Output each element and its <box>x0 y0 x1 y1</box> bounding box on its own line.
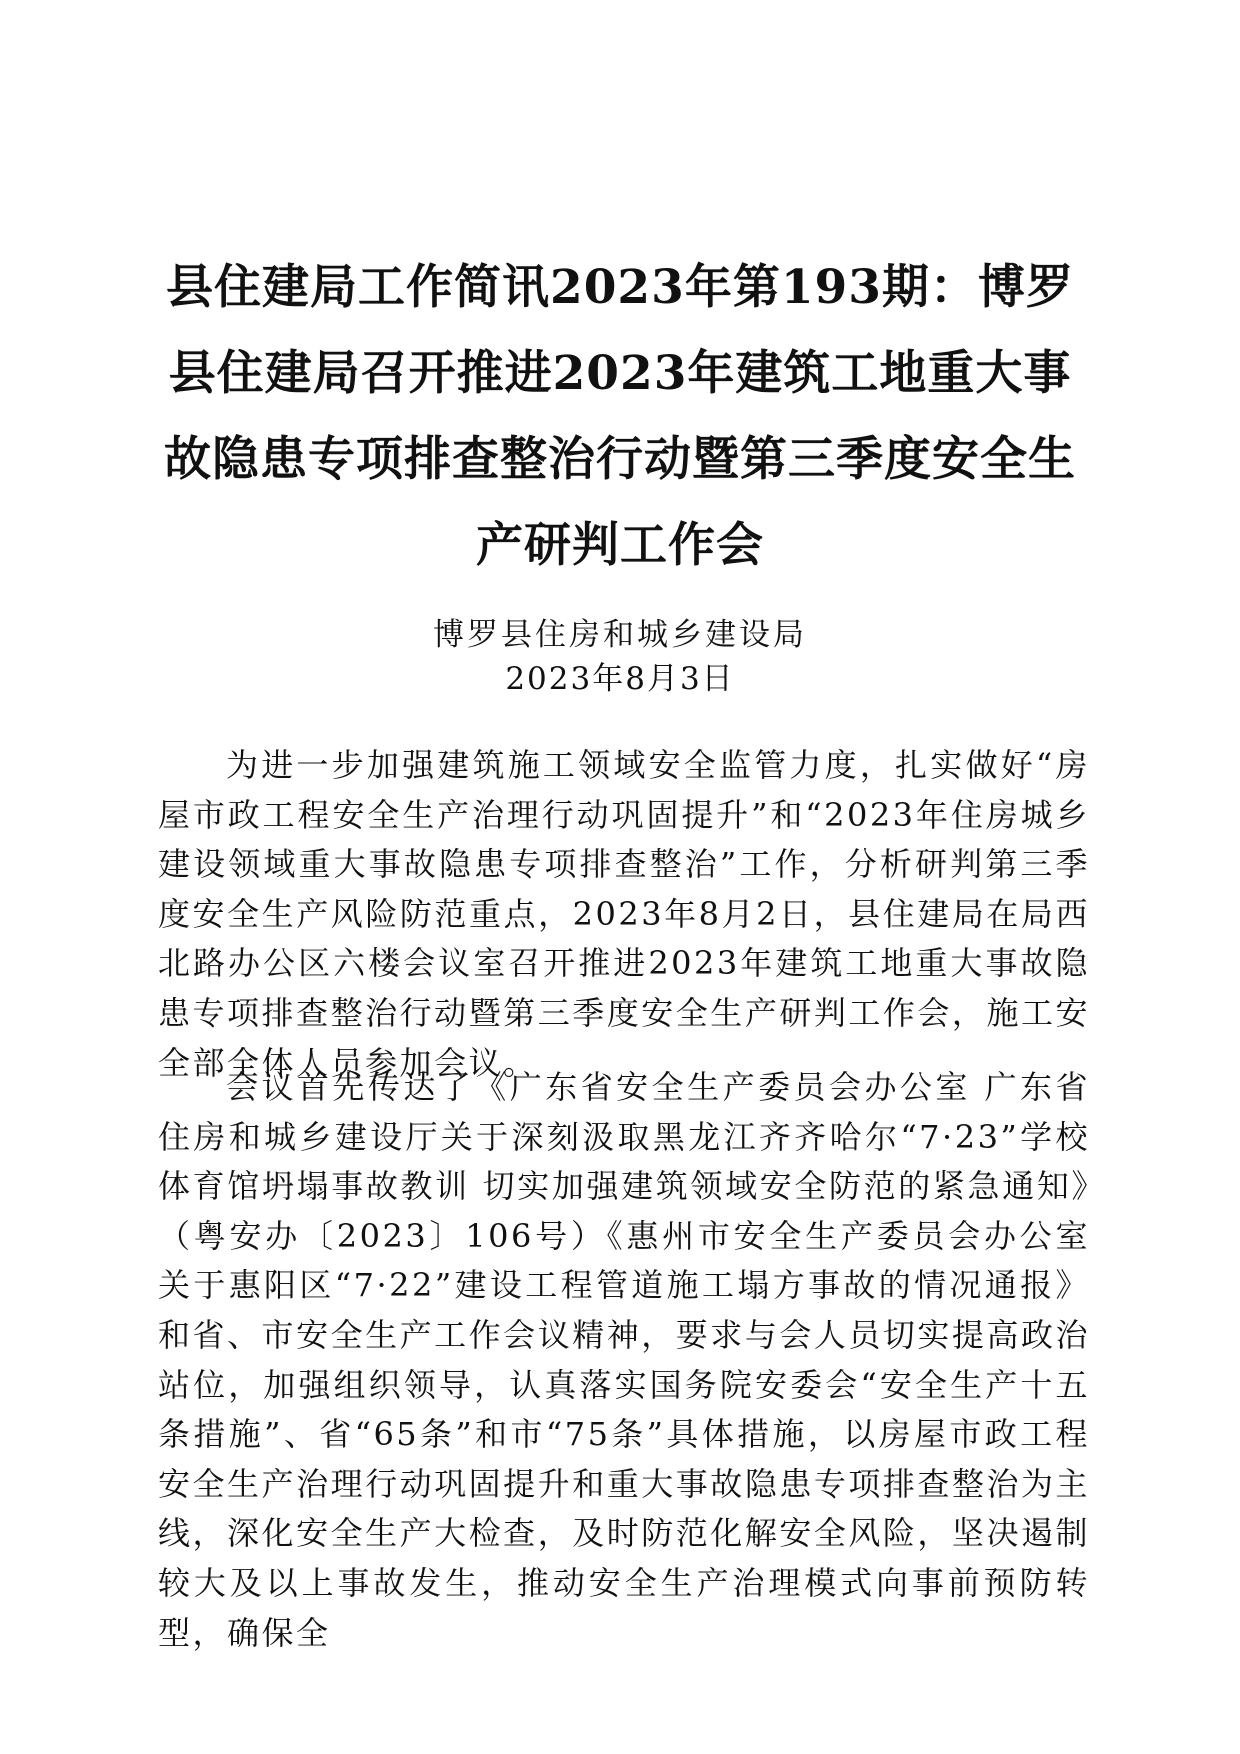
paragraph-2: 会议首先传达了《广东省安全生产委员会办公室 广东省住房和城乡建设厅关于深刻汲取黑龙江齐齐哈尔“7·23”学校体育馆坍塌事故教训 切实加强建筑领域安全防范的紧急通知》（粤安办〔2023〕106号）《惠州市安全生产委员会办公室关于惠阳区“7·22”建设工程管道施工塌方事故的情况通报》和省、市安全生产工作会议精神，要求与会人员切实提高政治站位，加强组织领导，认真落实国务院安委会“安全生产十五条措施”、省“65条”和市“75条”具体措施，以房屋市政工程安全生产治理行动巩固提升和重大事故隐患专项排查整治为主线，深化安全生产大检查，及时防范化解安全风险，坚决遏制较大及以上事故发生，推动安全生产治理模式向事前预防转型，确保全 <box>158 1068 1090 1652</box>
document-author: 博罗县住房和城乡建设局 <box>433 617 807 653</box>
document-title: 县住建局工作简讯2023年第193期：博罗县住建局召开推进2023年建筑工地重大事故隐患专项排查整治行动暨第三季度安全生产研判工作会 <box>164 260 1076 573</box>
paragraph-1: 为进一步加强建筑施工领域安全监管力度，扎实做好“房屋市政工程安全生产治理行动巩固提升”和“2023年住房城乡建设领域重大事故隐患专项排查整治”工作，分析研判第三季度安全生产风险防范重点，2023年8月2日，县住建局在局西北路办公区六楼会议室召开推进2023年建筑工地重大事故隐患专项排查整治行动暨第三季度安全生产研判工作会，施工安全部全体人员参加会议。 <box>158 746 1090 1082</box>
document-date: 2023年8月3日 <box>505 661 735 697</box>
